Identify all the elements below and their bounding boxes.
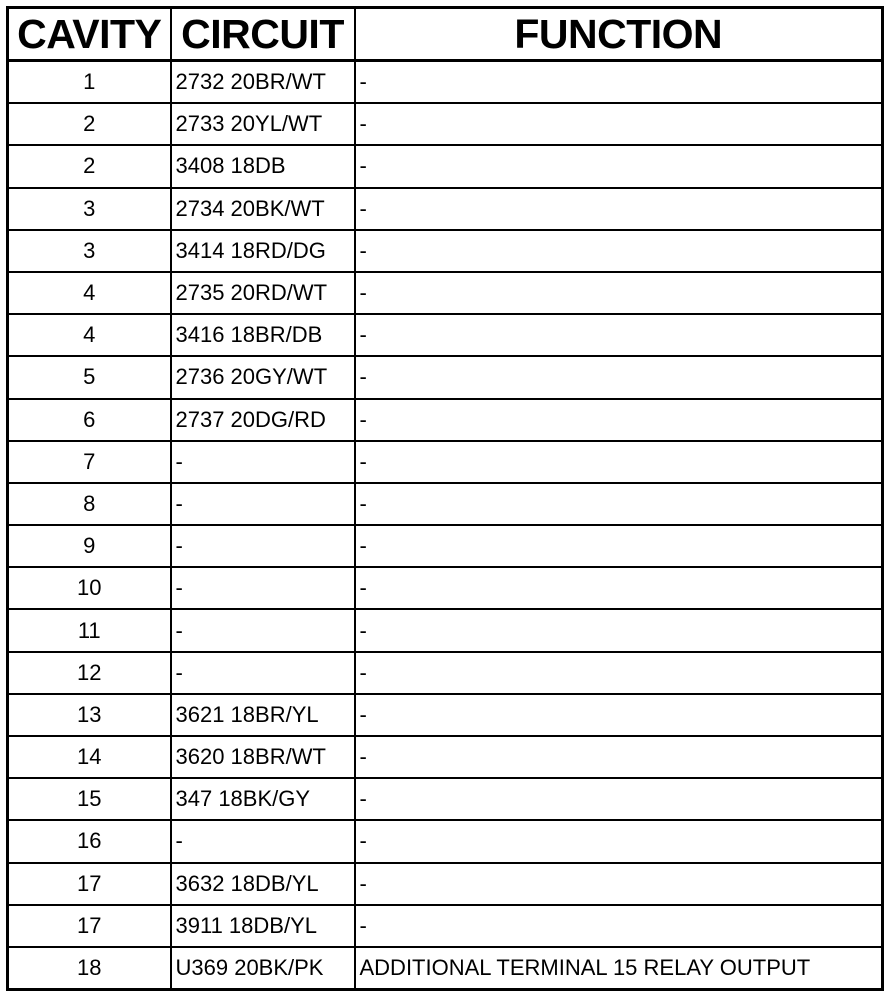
circuit-cell: 2737 20DG/RD	[171, 399, 355, 441]
function-cell: -	[355, 399, 883, 441]
table-row	[8, 188, 883, 230]
cavity-cell: 17	[8, 863, 171, 905]
function-cell: -	[355, 61, 883, 104]
function-cell: -	[355, 188, 883, 230]
circuit-cell: -	[171, 567, 355, 609]
table-header	[8, 8, 883, 61]
table-row	[8, 483, 883, 525]
table-row	[8, 145, 883, 187]
cavity-cell: 14	[8, 736, 171, 778]
function-cell: -	[355, 905, 883, 947]
circuit-cell: 3620 18BR/WT	[171, 736, 355, 778]
function-cell: -	[355, 567, 883, 609]
function-cell: -	[355, 863, 883, 905]
cavity-cell: 6	[8, 399, 171, 441]
table-row	[8, 778, 883, 820]
cavity-cell: 1	[8, 61, 171, 104]
circuit-cell: -	[171, 609, 355, 651]
cavity-cell: 2	[8, 103, 171, 145]
function-cell: -	[355, 103, 883, 145]
function-cell: -	[355, 609, 883, 651]
circuit-cell: 2735 20RD/WT	[171, 272, 355, 314]
header-row	[8, 8, 883, 61]
table-row	[8, 399, 883, 441]
cavity-cell: 3	[8, 188, 171, 230]
header-circuit: CIRCUIT	[171, 8, 355, 61]
circuit-cell: 2732 20BR/WT	[171, 61, 355, 104]
cavity-cell: 8	[8, 483, 171, 525]
circuit-cell: -	[171, 525, 355, 567]
circuit-cell: 3632 18DB/YL	[171, 863, 355, 905]
connector-pinout-table	[6, 6, 884, 991]
function-cell: ADDITIONAL TERMINAL 15 RELAY OUTPUT	[355, 947, 883, 990]
cavity-cell: 15	[8, 778, 171, 820]
cavity-cell: 4	[8, 272, 171, 314]
cavity-cell: 16	[8, 820, 171, 862]
table-row	[8, 736, 883, 778]
cavity-cell: 10	[8, 567, 171, 609]
table-row	[8, 905, 883, 947]
table-row	[8, 947, 883, 990]
table-body	[8, 61, 883, 990]
circuit-cell: -	[171, 652, 355, 694]
table-row	[8, 61, 883, 104]
function-cell: -	[355, 230, 883, 272]
circuit-cell: 3416 18BR/DB	[171, 314, 355, 356]
function-cell: -	[355, 314, 883, 356]
function-cell: -	[355, 483, 883, 525]
circuit-cell: U369 20BK/PK	[171, 947, 355, 990]
circuit-cell: 2733 20YL/WT	[171, 103, 355, 145]
table-row	[8, 272, 883, 314]
table-row	[8, 652, 883, 694]
table-row	[8, 820, 883, 862]
table-row	[8, 356, 883, 398]
table-row	[8, 694, 883, 736]
circuit-cell: -	[171, 483, 355, 525]
table-row	[8, 609, 883, 651]
function-cell: -	[355, 272, 883, 314]
table-row	[8, 863, 883, 905]
header-function: FUNCTION	[355, 8, 883, 61]
function-cell: -	[355, 820, 883, 862]
circuit-cell: 3911 18DB/YL	[171, 905, 355, 947]
function-cell: -	[355, 356, 883, 398]
function-cell: -	[355, 778, 883, 820]
cavity-cell: 17	[8, 905, 171, 947]
table-row	[8, 441, 883, 483]
cavity-cell: 2	[8, 145, 171, 187]
function-cell: -	[355, 441, 883, 483]
circuit-cell: 347 18BK/GY	[171, 778, 355, 820]
cavity-cell: 18	[8, 947, 171, 990]
cavity-cell: 5	[8, 356, 171, 398]
table-row	[8, 525, 883, 567]
table-row	[8, 230, 883, 272]
table-row	[8, 314, 883, 356]
function-cell: -	[355, 145, 883, 187]
function-cell: -	[355, 652, 883, 694]
cavity-cell: 11	[8, 609, 171, 651]
cavity-cell: 9	[8, 525, 171, 567]
function-cell: -	[355, 694, 883, 736]
table-row	[8, 567, 883, 609]
cavity-cell: 13	[8, 694, 171, 736]
function-cell: -	[355, 736, 883, 778]
circuit-cell: 2734 20BK/WT	[171, 188, 355, 230]
cavity-cell: 4	[8, 314, 171, 356]
cavity-cell: 3	[8, 230, 171, 272]
circuit-cell: 3414 18RD/DG	[171, 230, 355, 272]
circuit-cell: 2736 20GY/WT	[171, 356, 355, 398]
circuit-cell: -	[171, 441, 355, 483]
cavity-cell: 12	[8, 652, 171, 694]
table-row	[8, 103, 883, 145]
cavity-cell: 7	[8, 441, 171, 483]
function-cell: -	[355, 525, 883, 567]
circuit-cell: -	[171, 820, 355, 862]
circuit-cell: 3408 18DB	[171, 145, 355, 187]
circuit-cell: 3621 18BR/YL	[171, 694, 355, 736]
header-cavity: CAVITY	[8, 8, 171, 61]
